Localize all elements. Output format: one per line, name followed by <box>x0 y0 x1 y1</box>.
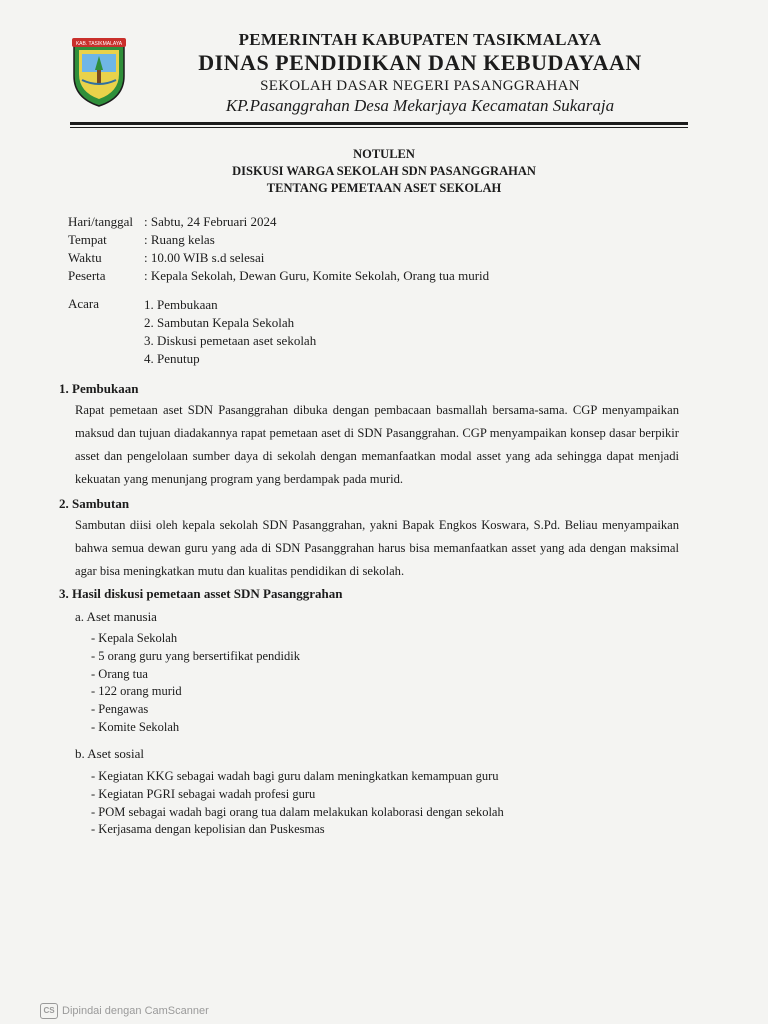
agenda-item: 4. Penutup <box>144 351 200 366</box>
camscanner-icon: CS <box>40 1003 58 1019</box>
section-speech-text: Sambutan diisi oleh kepala sekolah SDN Pasanggrahan, yakni Bapak Engkos Koswara, S.Pd. Beliau menyampaikan bahwa semua dewan guru yang ada di SDN Pasanggrahan harus bisa memanfaatkan asset yang ada dengan maksimal agar bisa meningkatkan mutu dan kualitas pendidikan di sekolah. <box>75 518 679 578</box>
letterhead-government: PEMERINTAH KABUPATEN TASIKMALAYA <box>238 30 602 49</box>
title-notulen: NOTULEN <box>353 147 415 161</box>
info-row-date <box>68 213 489 231</box>
letterhead-address: KP.Pasanggrahan Desa Mekarjaya Kecamatan Sukaraja <box>225 96 615 115</box>
info-row-place <box>68 231 489 249</box>
section-results-heading: 3. Hasil diskusi pemetaan asset SDN Pasanggrahan <box>59 586 343 601</box>
scanner-watermark-text: Dipindai dengan CamScanner <box>62 1005 209 1017</box>
agenda-item: 3. Diskusi pemetaan aset sekolah <box>144 333 317 348</box>
section-opening-text: Rapat pemetaan aset SDN Pasanggrahan dibuka dengan pembacaan basmallah bersama-sama. CGP menyampaikan maksud dan tujuan diadakannya rapat pemetaan aset di SDN Pasanggrahan. CGP menyampaikan konsep dasar berpikir asset dan pengelolaan sumber daya di sekolah dengan memanfaatkan modal asset yang ada sehingga dapat menjadi kekuatan yang menunjang program yang berdampak pada murid. <box>75 403 679 486</box>
social-assets-list <box>91 768 504 839</box>
info-label: Tempat <box>68 232 107 247</box>
info-label: Peserta <box>68 268 106 283</box>
section-opening-heading: 1. Pembukaan <box>59 381 139 396</box>
info-value: : Sabtu, 24 Februari 2024 <box>144 214 277 229</box>
agenda-item: 1. Pembukaan <box>144 297 218 312</box>
document-title <box>0 146 768 197</box>
info-label: Waktu <box>68 250 102 265</box>
list-item: - Kegiatan PGRI sebagai wadah profesi guru <box>91 786 316 801</box>
info-value: : 10.00 WIB s.d selesai <box>144 250 265 265</box>
info-label: Hari/tanggal <box>68 214 133 229</box>
list-item: - POM sebagai wadah bagi orang tua dalam melakukan kolaborasi dengan sekolah <box>91 804 504 819</box>
list-item: - Kerjasama dengan kepolisian dan Puskesmas <box>91 822 325 837</box>
social-assets-title: b. Aset sosial <box>75 746 144 761</box>
info-row-participants <box>68 267 489 285</box>
list-item: - 122 orang murid <box>91 684 182 699</box>
meeting-info <box>68 213 489 285</box>
letterhead-divider-thin <box>70 127 688 128</box>
list-item: - Komite Sekolah <box>91 719 180 734</box>
list-item: - Kegiatan KKG sebagai wadah bagi guru dalam meningkatkan kemampuan guru <box>91 769 499 783</box>
letterhead <box>140 30 700 117</box>
list-item: - Pengawas <box>91 702 149 717</box>
info-value: : Ruang kelas <box>144 232 215 247</box>
human-assets-title: a. Aset manusia <box>75 609 157 624</box>
scanner-watermark <box>40 1003 209 1019</box>
letterhead-divider-thick <box>70 122 688 125</box>
list-item: - Kepala Sekolah <box>91 631 178 645</box>
list-item: - Orang tua <box>91 666 148 681</box>
section-speech-heading: 2. Sambutan <box>59 496 130 511</box>
agenda-list <box>144 296 316 368</box>
logo-banner-text: KAB. TASIKMALAYA <box>75 41 123 47</box>
agenda-label: Acara <box>68 296 100 311</box>
human-assets-list <box>91 630 300 737</box>
info-value: : Kepala Sekolah, Dewan Guru, Komite Sekolah, Orang tua murid <box>144 268 490 283</box>
letterhead-department: DINAS PENDIDIKAN DAN KEBUDAYAAN <box>198 50 642 75</box>
letterhead-school: SEKOLAH DASAR NEGERI PASANGGRAHAN <box>260 78 580 94</box>
list-item: - 5 orang guru yang bersertifikat pendidik <box>91 648 300 663</box>
info-row-time <box>68 249 489 267</box>
title-discussion: DISKUSI WARGA SEKOLAH SDN PASANGGRAHAN <box>232 164 536 178</box>
agenda-item: 2. Sambutan Kepala Sekolah <box>144 315 295 330</box>
regency-crest-icon <box>70 36 128 108</box>
title-topic: TENTANG PEMETAAN ASET SEKOLAH <box>266 181 502 195</box>
